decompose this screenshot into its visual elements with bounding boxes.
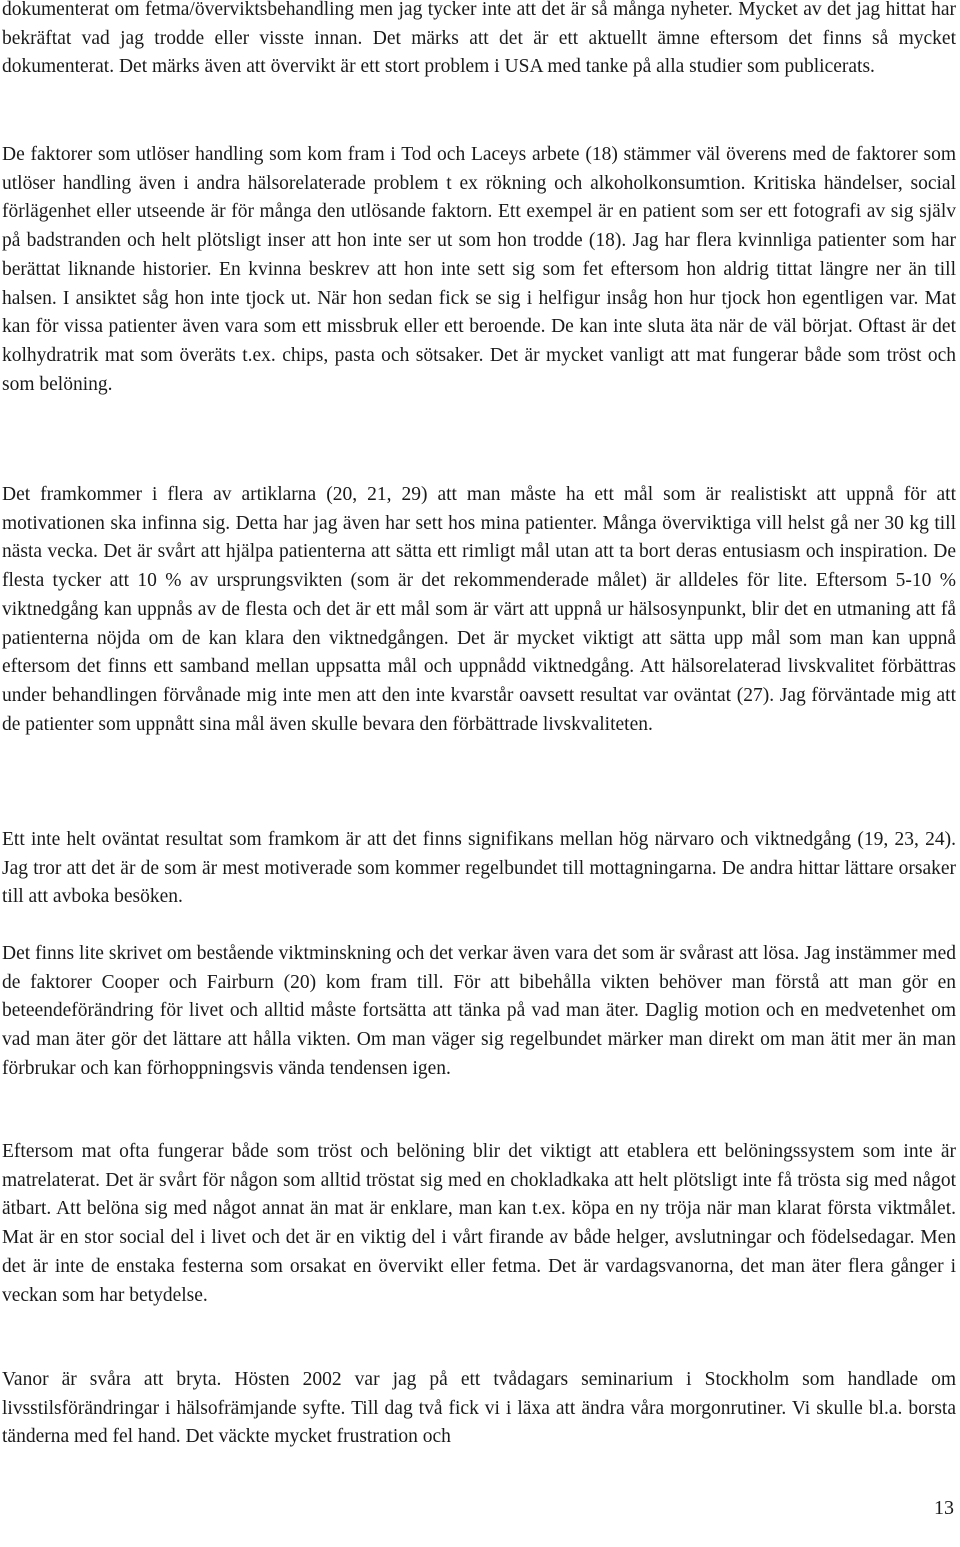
- page-number: 13: [934, 1497, 954, 1519]
- paragraph-4: Ett inte helt oväntat resultat som framkom är att det finns signifikans mellan hög närvaro och viktnedgång (19, 23, 24). Jag tror att det är de som är mest motiverade som kommer regelbundet till mottagningarna. De andra hittar lättare orsaker till att avboka besöken.: [2, 829, 956, 908]
- paragraph-3: Det framkommer i flera av artiklarna (20, 21, 29) att man måste ha ett mål som är realistiskt att uppnå för att motivationen ska infinna sig. Detta har jag även har sett hos mina patienter. Många överviktiga vill helst gå ner 30 kg till nästa vecka. Det är svårt att hjälpa patienterna att sätta ett rimligt mål utan att ta bort deras entusiasm och inspiration. De flesta tycker att 10 % av ursprungsvikten (som är det rekommenderade målet) är alldeles för lite. Eftersom 5-10 % viktnedgång kan uppnås av de flesta och det är ett mål som är värt att uppnå ur hälsosynpunkt, blir det en utmaning att få patienterna nöjda om de kan klara den viktnedgången. Det är mycket viktigt att sätta upp mål som man kan uppnå eftersom det finns ett samband mellan uppsatta mål och uppnådd viktnedgång. Att hälsorelaterad livskvalitet förbättras under behandlingen förvånade mig inte men att den inte kvarstår oavsett resultat var oväntat (27). Jag förväntade mig att de patienter som uppnått sina mål även skulle bevara den förbättrade livskvaliteten.: [2, 484, 956, 735]
- paragraph-6: Eftersom mat ofta fungerar både som tröst och belöning blir det viktigt att etablera ett belöningssystem som inte är matrelaterat. Det är svårt för någon som alltid tröstat sig med en chokladkaka att helt plötsligt inte få trösta sig med något ätbart. Att belöna sig med något annat än mat är enklare, man kan t.ex. köpa en ny tröja när man klarat första viktmålet. Mat är en stor social del i livet och det är en viktig del i vårt firande av både helger, avslutningar och födelsedagar. Men det är inte de enstaka festerna som orsakat en övervikt eller fetma. Det är vardagsvanorna, det man äter flera gånger i veckan som har betydelse.: [2, 1141, 956, 1306]
- paragraph-1: dokumenterat om fetma/överviktsbehandling men jag tycker inte att det är så många nyheter. Mycket av det jag hittat har bekräftat vad jag trodde eller visste innan. Det märks att det är ett aktuellt ämne eftersom det finns så mycket dokumenterat. Det märks även att övervikt är ett stort problem i USA med tanke på alla studier som publicerats.: [2, 0, 956, 78]
- paragraph-7: Vanor är svåra att bryta. Hösten 2002 var jag på ett tvådagars seminarium i Stockholm som handlade om livsstilsförändringar i hälsofrämjande syfte. Till dag två fick vi i läxa att ändra våra morgonrutiner. Vi skulle bl.a. borsta tänderna med fel hand. Det väckte mycket frustration och: [2, 1369, 956, 1448]
- paragraph-5: Det finns lite skrivet om bestående viktminskning och det verkar även vara det som är svårast att lösa. Jag instämmer med de faktorer Cooper och Fairburn (20) kom fram till. För att bibehålla vikten behöver man förstå att man gör en beteendeförändring för livet och alltid måste fortsätta att tänka på vad man äter. Daglig motion och en medvetenhet om vad man äter gör det lättare att hålla vikten. Om man väger sig regelbundet märker man direkt om man ätit mer än man förbrukar och kan förhoppningsvis vända tendensen igen.: [2, 943, 956, 1079]
- paragraph-2: De faktorer som utlöser handling som kom fram i Tod och Laceys arbete (18) stämmer väl överens med de faktorer som utlöser handling även i andra hälsorelaterade problem t ex rökning och alkoholkonsumtion. Kritiska händelser, social förlägenhet eller utseende är för många den utlösande faktorn. Ett exempel är en patient som ser ett fotografi av sig själv på badstranden och helt plötsligt inser att hon inte ser ut som hon trodde (18). Jag har flera kvinnliga patienter som har berättat liknande historier. En kvinna beskrev att hon inte sett sig som fet eftersom hon aldrig tittat längre ner än till halsen. I ansiktet såg hon inte tjock ut. När hon sedan fick se sig i helfigur insåg hon hur tjock hon egentligen var. Mat kan för vissa patienter även vara som ett missbruk eller ett beroende. De kan inte sluta äta när de väl börjat. Oftast är det kolhydratrik mat som överäts t.ex. chips, pasta och sötsaker. Det är mycket vanligt att mat fungerar både som tröst och som belöning.: [2, 144, 956, 395]
